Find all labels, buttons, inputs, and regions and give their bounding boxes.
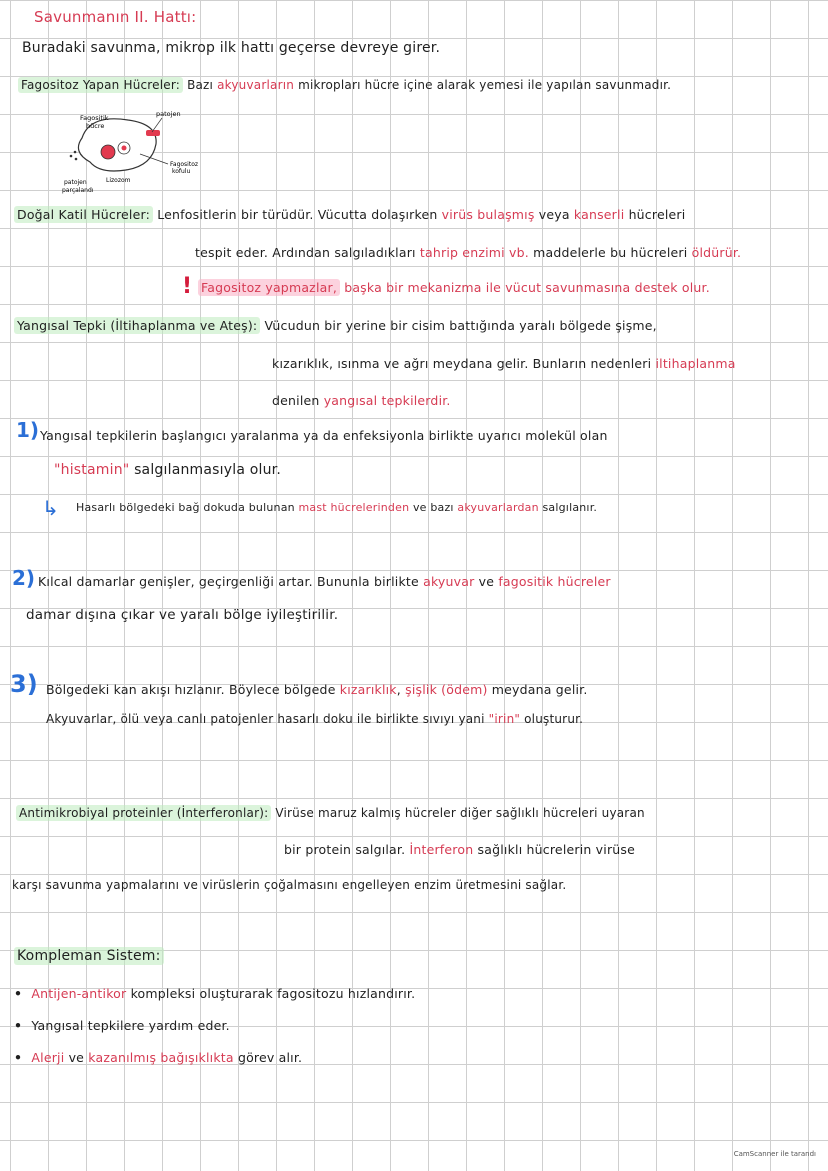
kompleman-bullet-1 xyxy=(14,986,415,1001)
dogal-line-2 xyxy=(195,245,741,260)
label-fagositik: Fagositik xyxy=(80,114,109,122)
antimik-line-2 xyxy=(284,842,635,857)
point-3-l2-pre: Akyuvarlar, ölü veya canlı patojenler hasarlı doku ile birlikte sıvıyı yani xyxy=(46,712,485,726)
fagositoz-line xyxy=(18,78,671,92)
point-2-l1-red2: fagositik hücreler xyxy=(498,574,611,589)
kompleman-b3-mid: ve xyxy=(68,1050,85,1065)
point-2-number: 2) xyxy=(12,566,36,590)
label-parcalandi: parçalandı xyxy=(62,187,94,194)
dogal-l3-red: Fagositoz yapmazlar, xyxy=(198,279,340,296)
dogal-l1-pre: Lenfositlerin bir türüdür. Vücutta dolaşırken xyxy=(157,207,438,222)
yangisal-l3-pre: denilen xyxy=(272,393,320,408)
point-2-l1-mid: ve xyxy=(478,574,495,589)
yangisal-l2-pre: kızarıklık, ısınma ve ağrı meydana gelir. Bunların nedenleri xyxy=(272,356,652,371)
point-3-l2-post: oluşturur. xyxy=(524,712,584,726)
antimik-l2-red: İnterferon xyxy=(409,842,474,857)
point-1-sub-mid: ve bazı xyxy=(412,501,454,514)
dogal-label: Doğal Katil Hücreler: xyxy=(14,206,153,223)
point-2-l1-red1: akyuvar xyxy=(423,574,475,589)
kompleman-b2: Yangısal tepkilere yardım eder. xyxy=(31,1018,230,1033)
pathogen-in-vacuole xyxy=(122,146,127,151)
point-3-l1-red2: şişlik (ödem) xyxy=(405,682,488,697)
yangisal-line-1 xyxy=(14,318,657,333)
kompleman-b3-red1: Alerji xyxy=(31,1050,65,1065)
antimik-line-1 xyxy=(16,806,645,820)
point-1-sub-red2: akyuvarlardan xyxy=(457,501,539,514)
label-kofulu: kofulu xyxy=(172,168,191,175)
yangisal-line-3 xyxy=(272,393,451,408)
kompleman-bullet-3 xyxy=(14,1050,302,1065)
point-2-l1-pre: Kılcal damarlar genişler, geçirgenliği artar. Bununla birlikte xyxy=(38,574,419,589)
dogal-line-1 xyxy=(14,207,685,222)
dogal-l1-red1: virüs bulaşmış xyxy=(441,207,535,222)
bullet-icon: • xyxy=(14,986,23,1001)
kompleman-bullet-2 xyxy=(14,1018,230,1033)
dogal-l1-red2: kanserli xyxy=(573,207,625,222)
point-3-number: 3) xyxy=(10,670,38,698)
bullet-icon: • xyxy=(14,1018,23,1033)
pointer-line xyxy=(152,118,162,132)
point-2-line-1 xyxy=(38,574,611,589)
exclamation-icon: ! xyxy=(182,274,193,299)
point-1-l2-post: salgılanmasıyla olur. xyxy=(134,462,281,478)
label-hucre: hücre xyxy=(86,122,105,130)
point-3-line-2 xyxy=(46,712,583,726)
debris-dot xyxy=(74,151,77,154)
yangisal-l3-red: yangısal tepkilerdir. xyxy=(323,393,451,408)
label-patojen: patojen xyxy=(156,110,181,118)
phagocytosis-diagram xyxy=(60,108,200,196)
point-3-l1-red1: kızarıklık xyxy=(339,682,397,697)
yangisal-l2-red: iltihaplanma xyxy=(655,356,736,371)
yangisal-label: Yangısal Tepki (İltihaplanma ve Ateş): xyxy=(14,317,260,334)
title-text: Savunmanın II. Hattı: xyxy=(34,8,197,26)
kompleman-b1-post: kompleksi oluşturarak fagositozu hızlandırır. xyxy=(130,986,416,1001)
point-1-sub-pre: Hasarlı bölgedeki bağ dokuda bulunan xyxy=(76,501,295,514)
yangisal-l1: Vücudun bir yerine bir cisim battığında yaralı bölgede şişme, xyxy=(264,318,657,333)
dogal-l2-red2: öldürür. xyxy=(691,245,742,260)
fagositoz-post: mikropları hücre içine alarak yemesi ile yapılan savunmadır. xyxy=(298,78,672,92)
kompleman-b1-red: Antijen-antikor xyxy=(31,986,127,1001)
dogal-l2-pre: tespit eder. Ardından salgıladıkları xyxy=(195,245,416,260)
kompleman-label: Kompleman Sistem: xyxy=(14,947,164,965)
kompleman-b3-red2: kazanılmış bağışıklıkta xyxy=(88,1050,234,1065)
dogal-line-3 xyxy=(198,280,710,295)
antimik-label: Antimikrobiyal proteinler (İnterferonlar): xyxy=(16,805,271,821)
point-1-histamin: "histamin" xyxy=(54,462,130,478)
fagositoz-pre: Bazı xyxy=(187,78,214,92)
point-1-line-1: Yangısal tepkilerin başlangıcı yaralanma ya da enfeksiyonla birlikte uyarıcı molekül olan xyxy=(40,428,608,443)
dogal-l2-mid: maddelerle bu hücreleri xyxy=(533,245,688,260)
dogal-l1-mid: veya xyxy=(538,207,570,222)
label-lizozom: Lizozom xyxy=(106,177,131,184)
kompleman-heading xyxy=(14,948,164,964)
point-1-line-2 xyxy=(54,462,281,478)
point-1-number: 1) xyxy=(16,418,40,442)
antimik-l2-pre: bir protein salgılar. xyxy=(284,842,406,857)
antimik-l1: Virüse maruz kalmış hücreler diğer sağlıklı hücreleri uyaran xyxy=(275,806,645,820)
dogal-l2-red1: tahrip enzimi vb. xyxy=(419,245,529,260)
dogal-l1-post: hücreleri xyxy=(628,207,686,222)
antimik-line-3: karşı savunma yapmalarını ve virüslerin çoğalmasını engelleyen enzim üretmesini sağlar. xyxy=(12,878,567,892)
point-3-l1-pre: Bölgedeki kan akışı hızlanır. Böylece bölgede xyxy=(46,682,336,697)
fagositoz-red: akyuvarların xyxy=(217,78,295,92)
bullet-icon: • xyxy=(14,1050,23,1065)
lysosome-shape xyxy=(101,145,115,159)
label-patojen-2: patojen xyxy=(64,179,87,186)
point-3-l1-post: meydana gelir. xyxy=(491,682,588,697)
dogal-l3-post: başka bir mekanizma ile vücut savunmasına destek olur. xyxy=(344,280,710,295)
page-title xyxy=(34,8,196,26)
point-1-sub-post: salgılanır. xyxy=(542,501,598,514)
fagositoz-label: Fagositoz Yapan Hücreler: xyxy=(18,77,183,93)
scanner-footer: CamScanner ile tarandı xyxy=(733,1150,816,1158)
antimik-l2-post: sağlıklı hücrelerin virüse xyxy=(477,842,636,857)
label-fagositoz: Fagositoz xyxy=(170,161,199,168)
point-3-line-1 xyxy=(46,682,588,697)
yangisal-line-2 xyxy=(272,356,736,371)
point-3-l2-red: "irin" xyxy=(488,712,521,726)
point-1-sub-line xyxy=(76,501,597,514)
debris-dot xyxy=(70,155,73,158)
intro-line: Buradaki savunma, mikrop ilk hattı geçerse devreye girer. xyxy=(22,40,441,56)
debris-dot xyxy=(75,158,78,161)
curved-arrow-icon: ↳ xyxy=(42,496,59,520)
point-3-l1-sep: , xyxy=(396,682,401,697)
point-2-line-2: damar dışına çıkar ve yaralı bölge iyileştirilir. xyxy=(26,607,339,623)
point-1-sub-red1: mast hücrelerinden xyxy=(298,501,410,514)
kompleman-b3-post: görev alır. xyxy=(237,1050,303,1065)
